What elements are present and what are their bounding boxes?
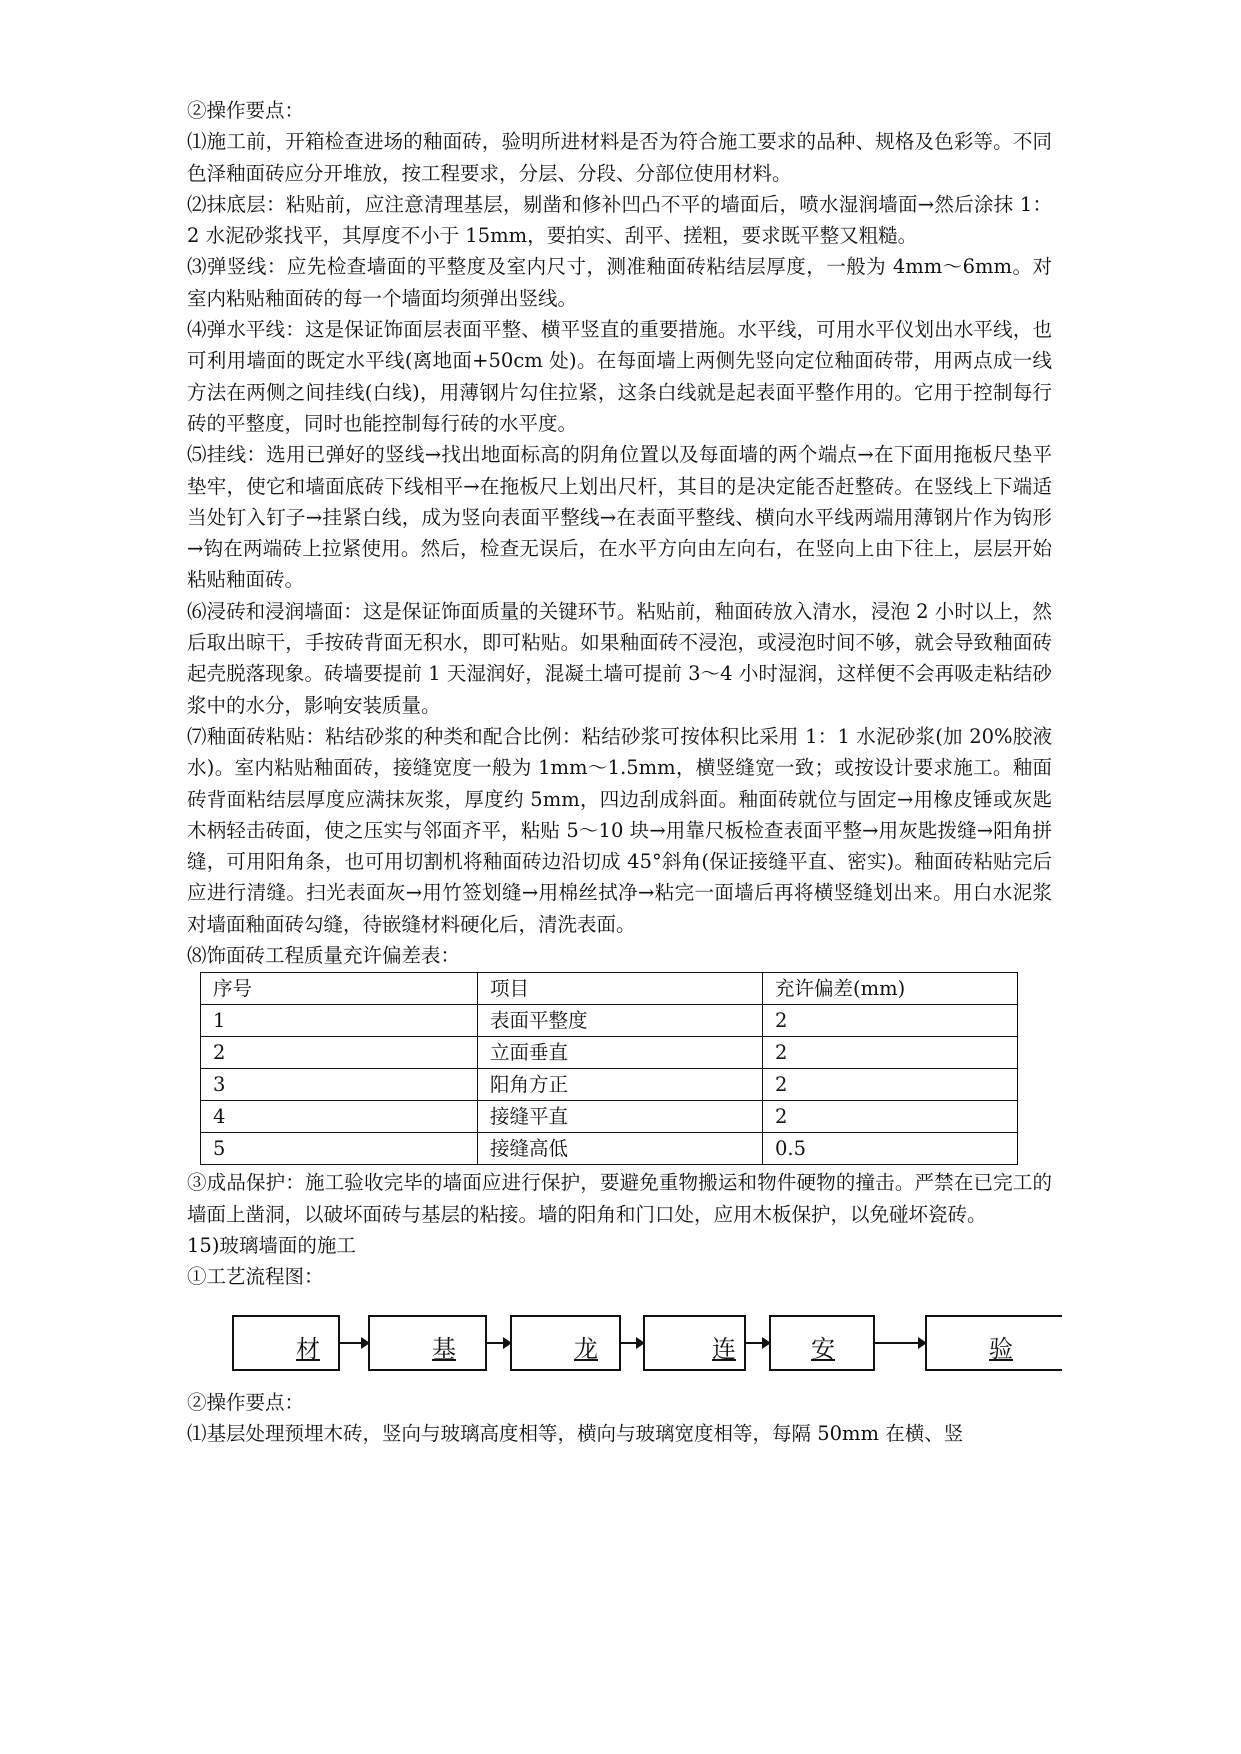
paragraph: ⑶弹竖线：应先检查墙面的平整度及室内尺寸，测准釉面砖粘结层厚度，一般为 4mm～6mm。对室内粘贴釉面砖的每一个墙面均须弹出竖线。	[187, 255, 1052, 310]
flow-arrow	[340, 1342, 368, 1344]
table-cell: 0.5	[763, 1133, 1018, 1165]
paragraph: ⑺釉面砖粘贴：粘结砂浆的种类和配合比例：粘结砂浆可按体积比采用 1：1 水泥砂浆(加 20%胶液水)。室内粘贴釉面砖，接缝宽度一般为 1mm～1.5mm，横竖缝宽一致；或按设计要求施工。釉面砖背面粘结层厚度应满抹灰浆，厚度约 5mm，四边刮成斜面。釉面砖就位与固定→用橡皮锤或灰匙木柄轻击砖面，使之压实与邻面齐平，粘贴 5～10 块→用靠尺板检查表面平整→用灰匙拨缝→阳角拼缝，可用阳角条，也可用切割机将釉面砖边沿切成 45°斜角(保证接缝平直、密实)。釉面砖粘贴完后应进行清缝。扫光表面灰→用竹签划缝→用棉丝拭净→粘完一面墙后再将横竖缝划出来。用白水泥浆对墙面釉面砖勾缝，待嵌缝材料硬化后，清洗表面。	[187, 724, 1052, 936]
table-header-cell: 充许偏差(mm)	[763, 973, 1018, 1005]
flow-step-label: 龙	[574, 1334, 598, 1363]
table-row	[201, 1101, 1018, 1133]
table-header-cell: 序号	[201, 973, 478, 1005]
paragraph: ⑵抹底层：粘贴前，应注意清理基层，剔凿和修补凹凸不平的墙面后，喷水湿润墙面→然后涂抹 1：2 水泥砂浆找平，其厚度不小于 15mm，要拍实、刮平、搓粗，要求既平整又粗糙。	[187, 192, 1052, 248]
table-row	[201, 1069, 1018, 1101]
table-row	[201, 1133, 1018, 1165]
table-cell: 2	[763, 1101, 1018, 1133]
table-cell: 接缝平直	[478, 1101, 763, 1133]
section-heading: ②操作要点：	[187, 1390, 305, 1414]
table-header-cell: 项目	[478, 973, 763, 1005]
table-row	[201, 1005, 1018, 1037]
flow-step-box	[925, 1315, 1062, 1371]
flow-arrow	[746, 1342, 769, 1344]
flow-arrow	[875, 1342, 925, 1344]
flow-step-box	[368, 1315, 487, 1371]
paragraph: ③成品保护：施工验收完毕的墙面应进行保护，要避免重物搬运和物件硬物的撞击。严禁在已完工的墙面上凿洞，以破坏面砖与基层的粘接。墙的阳角和门口处，应用木板保护，以免碰坏瓷砖。	[187, 1171, 1052, 1226]
section-heading: ②操作要点：	[187, 99, 305, 122]
process-flowchart	[187, 1299, 1062, 1387]
table-cell: 2	[763, 1005, 1018, 1037]
paragraph: ⑴基层处理预埋木砖，竖向与玻璃高度相等，横向与玻璃宽度相等，每隔 50mm 在横、竖	[187, 1421, 964, 1445]
paragraph: ⑷弹水平线：这是保证饰面层表面平整、横平竖直的重要措施。水平线，可用水平仪划出水平线，也可利用墙面的既定水平线(离地面+50cm 处)。在每面墙上两侧先竖向定位釉面砖带，用两点成一线方法在两侧之间挂线(白线)，用薄钢片勾住拉紧，这条白线就是起表面平整作用的。它用于控制每行砖的平整度，同时也能控制每行砖的水平度。	[187, 318, 1052, 435]
flow-step-label: 材	[296, 1334, 320, 1363]
flow-step-box	[510, 1315, 621, 1371]
section-heading: ①工艺流程图：	[187, 1265, 324, 1289]
table-cell: 接缝高低	[478, 1133, 763, 1165]
table-cell: 5	[201, 1133, 478, 1165]
table-cell: 表面平整度	[478, 1005, 763, 1037]
section-heading: 15)玻璃墙面的施工	[187, 1233, 356, 1257]
flow-step-label: 验	[989, 1334, 1013, 1363]
table-cell: 3	[201, 1069, 478, 1101]
flow-step-label: 安	[811, 1334, 835, 1363]
flow-step-box	[643, 1315, 746, 1371]
table-cell: 1	[201, 1005, 478, 1037]
flow-step-box	[232, 1315, 340, 1371]
table-cell: 2	[201, 1037, 478, 1069]
table-cell: 2	[763, 1069, 1018, 1101]
table-cell: 阳角方正	[478, 1069, 763, 1101]
flow-arrow	[621, 1342, 643, 1344]
table-header-row	[201, 973, 1018, 1005]
document-page	[187, 95, 1052, 1449]
paragraph: ⑸挂线：选用已弹好的竖线→找出地面标高的阴角位置以及每面墙的两个端点→在下面用拖板尺垫平垫牢，使它和墙面底砖下线相平→在拖板尺上划出尺杆，其目的是决定能否赶整砖。在竖线上下端适当处钉入钉子→挂紧白线，成为竖向表面平整线→在表面平整线、横向水平线两端用薄钢片作为钩形→钩在两端砖上拉紧使用。然后，检查无误后，在水平方向由左向右，在竖向上由下往上，层层开始粘贴釉面砖。	[187, 443, 1052, 592]
table-cell: 4	[201, 1101, 478, 1133]
flow-step-label: 连	[712, 1334, 736, 1363]
table-cell: 2	[763, 1037, 1018, 1069]
flow-step-box	[769, 1315, 875, 1371]
tolerance-table	[200, 972, 1018, 1165]
flow-step-label: 基	[432, 1334, 456, 1363]
table-row	[201, 1037, 1018, 1069]
table-caption: ⑻饰面砖工程质量充许偏差表：	[187, 944, 461, 968]
flow-arrow	[487, 1342, 510, 1344]
table-cell: 立面垂直	[478, 1037, 763, 1069]
paragraph: ⑹浸砖和浸润墙面：这是保证饰面质量的关键环节。粘贴前，釉面砖放入清水，浸泡 2 小时以上，然后取出晾干，手按砖背面无积水，即可粘贴。如果釉面砖不浸泡，或浸泡时间不够，就会导致釉面砖起壳脱落现象。砖墙要提前 1 天湿润好，混凝土墙可提前 3～4 小时湿润，这样便不会再吸走粘结砂浆中的水分，影响安装质量。	[187, 599, 1052, 717]
paragraph: ⑴施工前，开箱检查进场的釉面砖，验明所进材料是否为符合施工要求的品种、规格及色彩等。不同色泽釉面砖应分开堆放，按工程要求，分层、分段、分部位使用材料。	[187, 130, 1052, 185]
